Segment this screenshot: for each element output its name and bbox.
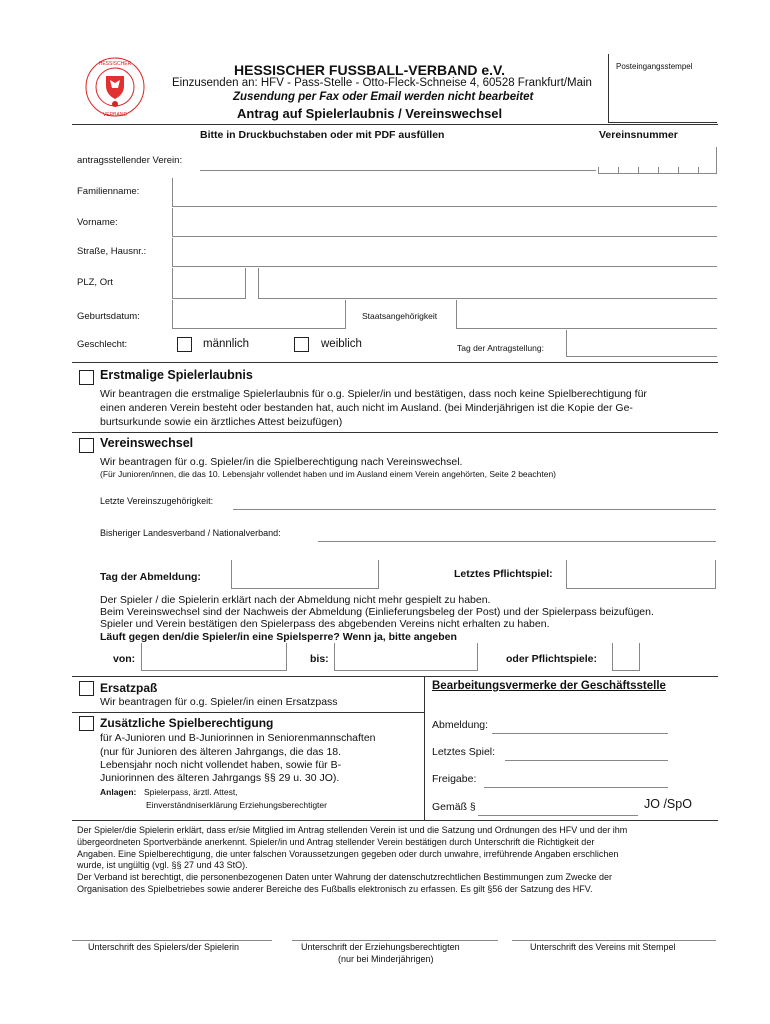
label-vorname: Vorname: — [77, 217, 118, 228]
jo-spo: JO /SpO — [644, 797, 692, 811]
rule-2 — [72, 432, 718, 433]
bearbeitung-title: Bearbeitungsvermerke der Geschäftsstelle — [432, 680, 666, 692]
footer-p5: Der Verband ist berechtigt, die personenbezogenen Daten unter Wahrung der datenschutzrechtlichen Bestimmungen zum Zwecke der — [77, 872, 612, 882]
input-verein[interactable] — [200, 170, 596, 171]
checkbox-maennlich[interactable] — [177, 337, 192, 352]
signature-label-erziehung-sub: (nur bei Minderjährigen) — [338, 954, 434, 964]
input-plz[interactable] — [172, 268, 246, 299]
input-pflichtspiel[interactable] — [566, 560, 716, 589]
input-vorname[interactable] — [172, 208, 717, 237]
wechsel-text3: Spieler und Verein bestätigen den Spielerpass des abgebenden Vereins nicht erhalten zu haben. — [100, 618, 550, 630]
label-staatsangehoerigkeit: Staatsangehörigkeit — [362, 311, 438, 321]
input-ort[interactable] — [258, 268, 717, 299]
label-maennlich: männlich — [203, 338, 250, 350]
label-verein: antragsstellender Verein: — [77, 155, 183, 166]
label-tag-antrag: Tag der Antragstellung: — [457, 343, 544, 353]
rule-5 — [72, 820, 718, 821]
rule-1 — [72, 362, 718, 363]
stamp-label: Posteingangsstempel — [616, 62, 693, 71]
input-tag-antrag[interactable] — [566, 330, 717, 357]
input-sperre-bis[interactable] — [334, 643, 478, 671]
checkbox-vereinswechsel[interactable] — [79, 438, 94, 453]
form-title: Antrag auf Spielerlaubnis / Vereinswechsel — [237, 106, 503, 121]
label-plz: PLZ, Ort — [77, 277, 113, 288]
footer-p1: Der Spieler/die Spielerin erklärt, dass er/sie Mitglied im Antrag stellenden Verein ist und die Satzung und Ordnungen des HFV und der ihm — [77, 825, 628, 835]
footer-p2: übergeordneten Sportverbände anerkennt. Spieler/in und Antrag stellender Verein bestätigen durch Unterschrift die Richtigkeit der — [77, 837, 595, 847]
anlagen-2: Einverständniserklärung Erziehungsberechtigter — [146, 800, 327, 810]
checkbox-weiblich[interactable] — [294, 337, 309, 352]
signature-label-erziehung: Unterschrift der Erziehungsberechtigten — [301, 942, 460, 952]
anlagen-1: Spielerpass, ärztl. Attest, — [144, 787, 238, 797]
label-letzte-verein: Letzte Vereinszugehörigkeit: — [100, 496, 214, 506]
label-bisheriger-verband: Bisheriger Landesverband / Nationalverband: — [100, 528, 281, 538]
input-bearb-freigabe[interactable] — [484, 787, 668, 788]
input-pflichtspiele[interactable] — [612, 643, 640, 671]
footer-p3: Angaben. Eine Spielberechtigung, die unter falschen Voraussetzungen gegeben oder durch unwahre, irreführende Angaben erschlichen — [77, 849, 619, 859]
input-bearb-abmeldung[interactable] — [492, 733, 668, 734]
hfv-logo — [84, 56, 146, 118]
org-name: HESSISCHER FUSSBALL-VERBAND e.V. — [234, 62, 505, 78]
wechsel-line2: (Für Junioren/innen, die das 10. Lebensjahr vollendet haben und im Ausland einem Verein angehörten, Seite 2 beachten) — [100, 469, 557, 479]
label-pflichtspiel: Letztes Pflichtspiel: — [454, 568, 553, 580]
wechsel-sperre: Läuft gegen den/die Spieler/in eine Spielsperre? Wenn ja, bitte angeben — [100, 631, 457, 643]
label-strasse: Straße, Hausnr.: — [77, 246, 147, 257]
anlagen-label: Anlagen: — [100, 787, 137, 797]
zusatz-title: Zusätzliche Spielberechtigung — [100, 716, 274, 730]
erstmalig-title: Erstmalige Spielerlaubnis — [100, 368, 253, 382]
checkbox-ersatzpass[interactable] — [79, 681, 94, 696]
input-sperre-von[interactable] — [141, 643, 287, 671]
column-divider — [424, 676, 425, 820]
input-geburtsdatum[interactable] — [172, 300, 346, 329]
checkbox-zusatz[interactable] — [79, 716, 94, 731]
label-abmeldung: Tag der Abmeldung: — [100, 571, 201, 583]
label-bearb-abmeldung: Abmeldung: — [432, 719, 489, 731]
label-familienname: Familienname: — [77, 186, 140, 197]
wechsel-text2: Beim Vereinswechsel sind der Nachweis der Abmeldung (Einlieferungsbeleg der Post) und der Spielerpass beizufügen. — [100, 606, 654, 618]
rule-4 — [72, 712, 424, 713]
send-address: Einzusenden an: HFV - Pass-Stelle - Otto-Fleck-Schneise 4, 60528 Frankfurt/Main — [172, 77, 592, 89]
signature-label-spieler: Unterschrift des Spielers/der Spielerin — [88, 942, 240, 952]
erstmalig-line1: Wir beantragen die erstmalige Spielerlaubnis für o.g. Spieler/in und bestätigen, dass noch keine Spielberechtigung für — [100, 388, 647, 400]
input-familienname[interactable] — [172, 178, 717, 207]
signature-line-spieler[interactable] — [72, 940, 272, 941]
zusatz-l1: für A-Junioren und B-Juniorinnen in Seniorenmannschaften — [100, 732, 376, 744]
signature-line-erziehung[interactable] — [292, 940, 498, 941]
footer-p6: Organisation des Spielbetriebes sowie anderer Bereiche des Fußballs elektronisch zu erfassen. Es gilt §56 der Satzung des HFV. — [77, 884, 593, 894]
wechsel-line1: Wir beantragen für o.g. Spieler/in die Spielberechtigung nach Vereinswechsel. — [100, 456, 463, 468]
club-number-divider — [716, 147, 717, 173]
wechsel-title: Vereinswechsel — [100, 436, 194, 450]
input-staatsangehoerigkeit[interactable] — [456, 300, 717, 329]
header-rule — [72, 124, 718, 125]
input-letzte-verein[interactable] — [233, 509, 716, 510]
club-number-label: Vereinsnummer — [599, 129, 678, 141]
input-vereinsnummer[interactable] — [598, 167, 717, 174]
ersatz-title: Ersatzpaß — [100, 681, 158, 695]
label-bearb-freigabe: Freigabe: — [432, 773, 477, 785]
zusatz-l4: Juniorinnen des älteren Jahrgangs §§ 29 u. 30 JO). — [100, 772, 340, 784]
wechsel-text1: Der Spieler / die Spielerin erklärt nach der Abmeldung nicht mehr gespielt zu haben. — [100, 594, 491, 606]
input-bisheriger-verband[interactable] — [318, 541, 716, 542]
input-bearb-spiel[interactable] — [505, 760, 668, 761]
svg-text:VERBAND: VERBAND — [102, 112, 128, 118]
input-strasse[interactable] — [172, 238, 717, 267]
input-abmeldung[interactable] — [231, 560, 379, 589]
label-gemaess: Gemäß § — [432, 801, 476, 813]
footer-p4: wurde, ist ungültig (vgl. §§ 27 und 43 StO). — [77, 860, 248, 870]
fax-note: Zusendung per Fax oder Email werden nicht bearbeitet — [233, 91, 534, 103]
rule-3 — [72, 676, 718, 677]
signature-label-verein: Unterschrift des Vereins mit Stempel — [530, 942, 676, 952]
label-bis: bis: — [310, 653, 329, 665]
instructions: Bitte in Druckbuchstaben oder mit PDF ausfüllen — [200, 129, 445, 141]
erstmalig-line3: burtsurkunde sowie ein ärztliches Attest beizufügen) — [100, 416, 343, 428]
label-oder-pflichtspiele: oder Pflichtspiele: — [506, 653, 598, 665]
zusatz-l3: Lebensjahr noch nicht vollendet haben, sowie für B- — [100, 759, 342, 771]
checkbox-erstmalig[interactable] — [79, 370, 94, 385]
label-von: von: — [113, 653, 136, 665]
label-bearb-spiel: Letztes Spiel: — [432, 746, 496, 758]
label-geburtsdatum: Geburtsdatum: — [77, 311, 140, 322]
svg-text:HESSISCHER: HESSISCHER — [98, 61, 132, 67]
erstmalig-line2: einen anderen Verein besteht oder bestanden hat, auch nicht im Ausland. (bei Minderjährigen ist die Kopie der Ge- — [100, 402, 633, 414]
ersatz-text: Wir beantragen für o.g. Spieler/in einen Ersatzpass — [100, 696, 338, 708]
signature-line-verein[interactable] — [512, 940, 716, 941]
input-gemaess[interactable] — [478, 815, 638, 816]
zusatz-l2: (nur für Junioren des älteren Jahrgangs, die das 18. — [100, 746, 342, 758]
label-weiblich: weiblich — [321, 338, 362, 350]
label-geschlecht: Geschlecht: — [77, 339, 128, 350]
